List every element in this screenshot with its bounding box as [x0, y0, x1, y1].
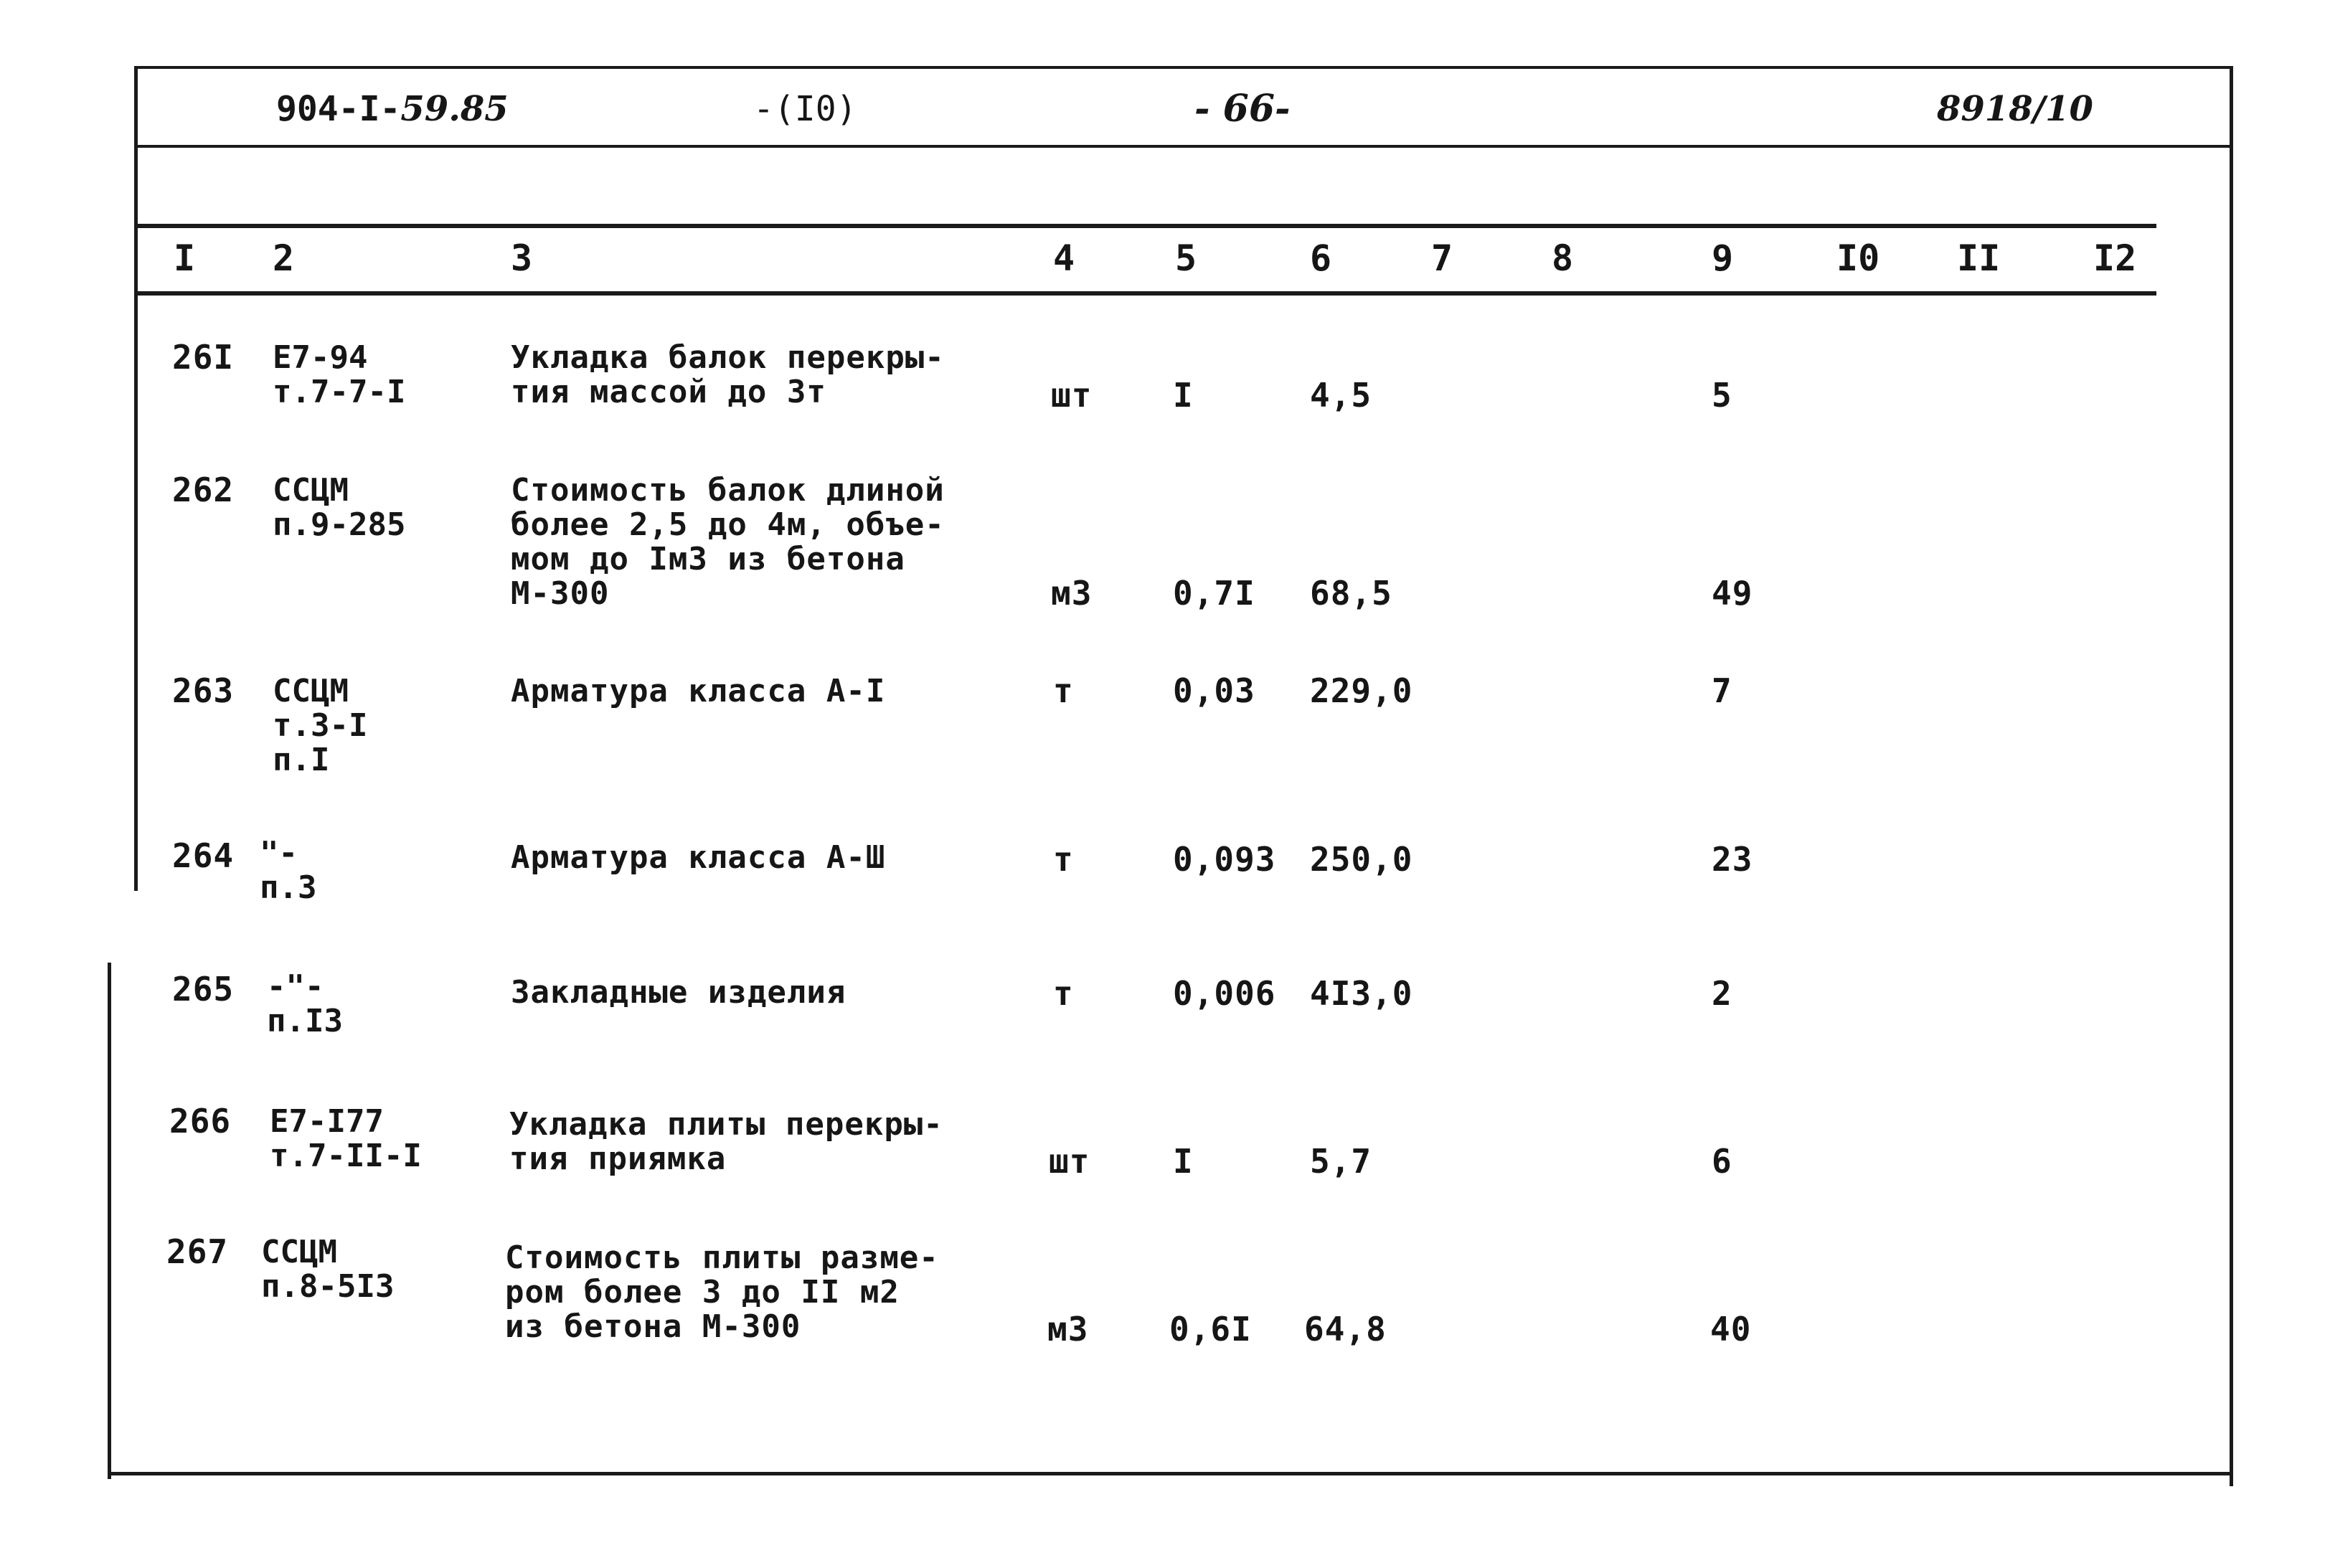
- row-266-quantity: I: [1173, 1142, 1194, 1181]
- row-265-quantity: 0,006: [1173, 974, 1276, 1013]
- row-265-number: 265: [172, 970, 235, 1009]
- row-267-number: 267: [166, 1232, 229, 1271]
- row-265-total: 2: [1712, 974, 1732, 1013]
- section-number: -(I0): [753, 89, 857, 129]
- row-266-unit-price: 5,7: [1310, 1142, 1372, 1181]
- doc-code: [276, 89, 509, 129]
- page-number: - 66-: [1194, 87, 1291, 131]
- col-header-11: II: [1957, 237, 2001, 279]
- table-header-rule: [136, 291, 2156, 296]
- row-262-total: 49: [1712, 574, 1753, 613]
- frame-right-border: [2230, 66, 2233, 1486]
- col-header-10: I0: [1836, 237, 1880, 279]
- row-265-unit: т: [1053, 974, 1074, 1013]
- col-header-6: 6: [1310, 237, 1332, 279]
- row-263-unit: т: [1053, 671, 1074, 710]
- row-262-quantity: 0,7I: [1173, 574, 1255, 613]
- row-263-total: 7: [1712, 671, 1732, 710]
- row-264-quantity: 0,093: [1173, 840, 1276, 879]
- doc-reference: 8918/10: [1937, 89, 2093, 129]
- row-264-number: 264: [172, 836, 235, 875]
- col-header-4: 4: [1053, 237, 1075, 279]
- row-264-total: 23: [1712, 840, 1753, 879]
- row-261-unit: шт: [1051, 376, 1093, 415]
- header-underline: [136, 145, 2231, 148]
- row-261-total: 5: [1712, 376, 1732, 415]
- row-262-unit-price: 68,5: [1310, 574, 1392, 613]
- col-header-8: 8: [1552, 237, 1574, 279]
- col-header-1: I: [174, 237, 196, 279]
- frame-bottom-border: [109, 1472, 2231, 1475]
- row-264-code: "- п.3: [260, 835, 317, 906]
- row-267-unit-price: 64,8: [1304, 1310, 1387, 1349]
- row-262-unit: м3: [1051, 574, 1093, 613]
- row-267-unit: м3: [1047, 1310, 1089, 1349]
- frame-left-border-lower: [108, 963, 111, 1479]
- table-top-rule: [136, 224, 2156, 228]
- row-266-number: 266: [169, 1102, 232, 1140]
- row-261-description: Укладка балок перекры- тия массой до 3т: [511, 339, 945, 410]
- row-264-description: Арматура класса А-Ш: [511, 839, 886, 876]
- row-265-unit-price: 4I3,0: [1310, 974, 1413, 1013]
- col-header-2: 2: [273, 237, 295, 279]
- row-266-code: Е7-I77 т.7-II-I: [270, 1103, 422, 1174]
- row-261-number: 26I: [172, 338, 235, 377]
- doc-code-prefix: 904-I-: [276, 89, 401, 129]
- row-263-quantity: 0,03: [1173, 671, 1255, 710]
- row-263-number: 263: [172, 671, 235, 710]
- col-header-5: 5: [1175, 237, 1197, 279]
- row-266-unit: шт: [1049, 1142, 1090, 1181]
- row-263-code: ССЦМ т.3-I п.I: [273, 673, 368, 778]
- doc-code-suffix: 59.85: [400, 89, 509, 129]
- frame-top-border: [136, 66, 2231, 69]
- col-header-7: 7: [1431, 237, 1453, 279]
- row-267-code: ССЦМ п.8-5I3: [261, 1234, 395, 1305]
- row-264-unit: т: [1053, 840, 1074, 879]
- row-267-quantity: 0,6I: [1169, 1310, 1252, 1349]
- col-header-12: I2: [2093, 237, 2137, 279]
- row-261-unit-price: 4,5: [1310, 376, 1372, 415]
- row-262-code: ССЦМ п.9-285: [273, 472, 406, 543]
- row-267-description: Стоимость плиты разме- ром более 3 до II м2 из бетона М-300: [505, 1239, 939, 1345]
- row-265-code: -"- п.I3: [267, 968, 343, 1039]
- row-261-code: E7-94 т.7-7-I: [273, 339, 406, 410]
- row-261-quantity: I: [1173, 376, 1194, 415]
- row-265-description: Закладные изделия: [511, 974, 846, 1011]
- row-264-unit-price: 250,0: [1310, 840, 1413, 879]
- row-267-total: 40: [1710, 1310, 1752, 1349]
- row-263-description: Арматура класса А-I: [511, 673, 886, 709]
- row-266-description: Укладка плиты перекры- тия приямка: [509, 1106, 943, 1177]
- col-header-3: 3: [511, 237, 533, 279]
- row-262-number: 262: [172, 471, 235, 509]
- row-263-unit-price: 229,0: [1310, 671, 1413, 710]
- col-header-9: 9: [1712, 237, 1734, 279]
- row-266-total: 6: [1712, 1142, 1732, 1181]
- frame-left-border: [134, 66, 138, 891]
- row-262-description: Стоимость балок длиной более 2,5 до 4м, объе- мом до Iм3 из бетона М-300: [511, 472, 945, 612]
